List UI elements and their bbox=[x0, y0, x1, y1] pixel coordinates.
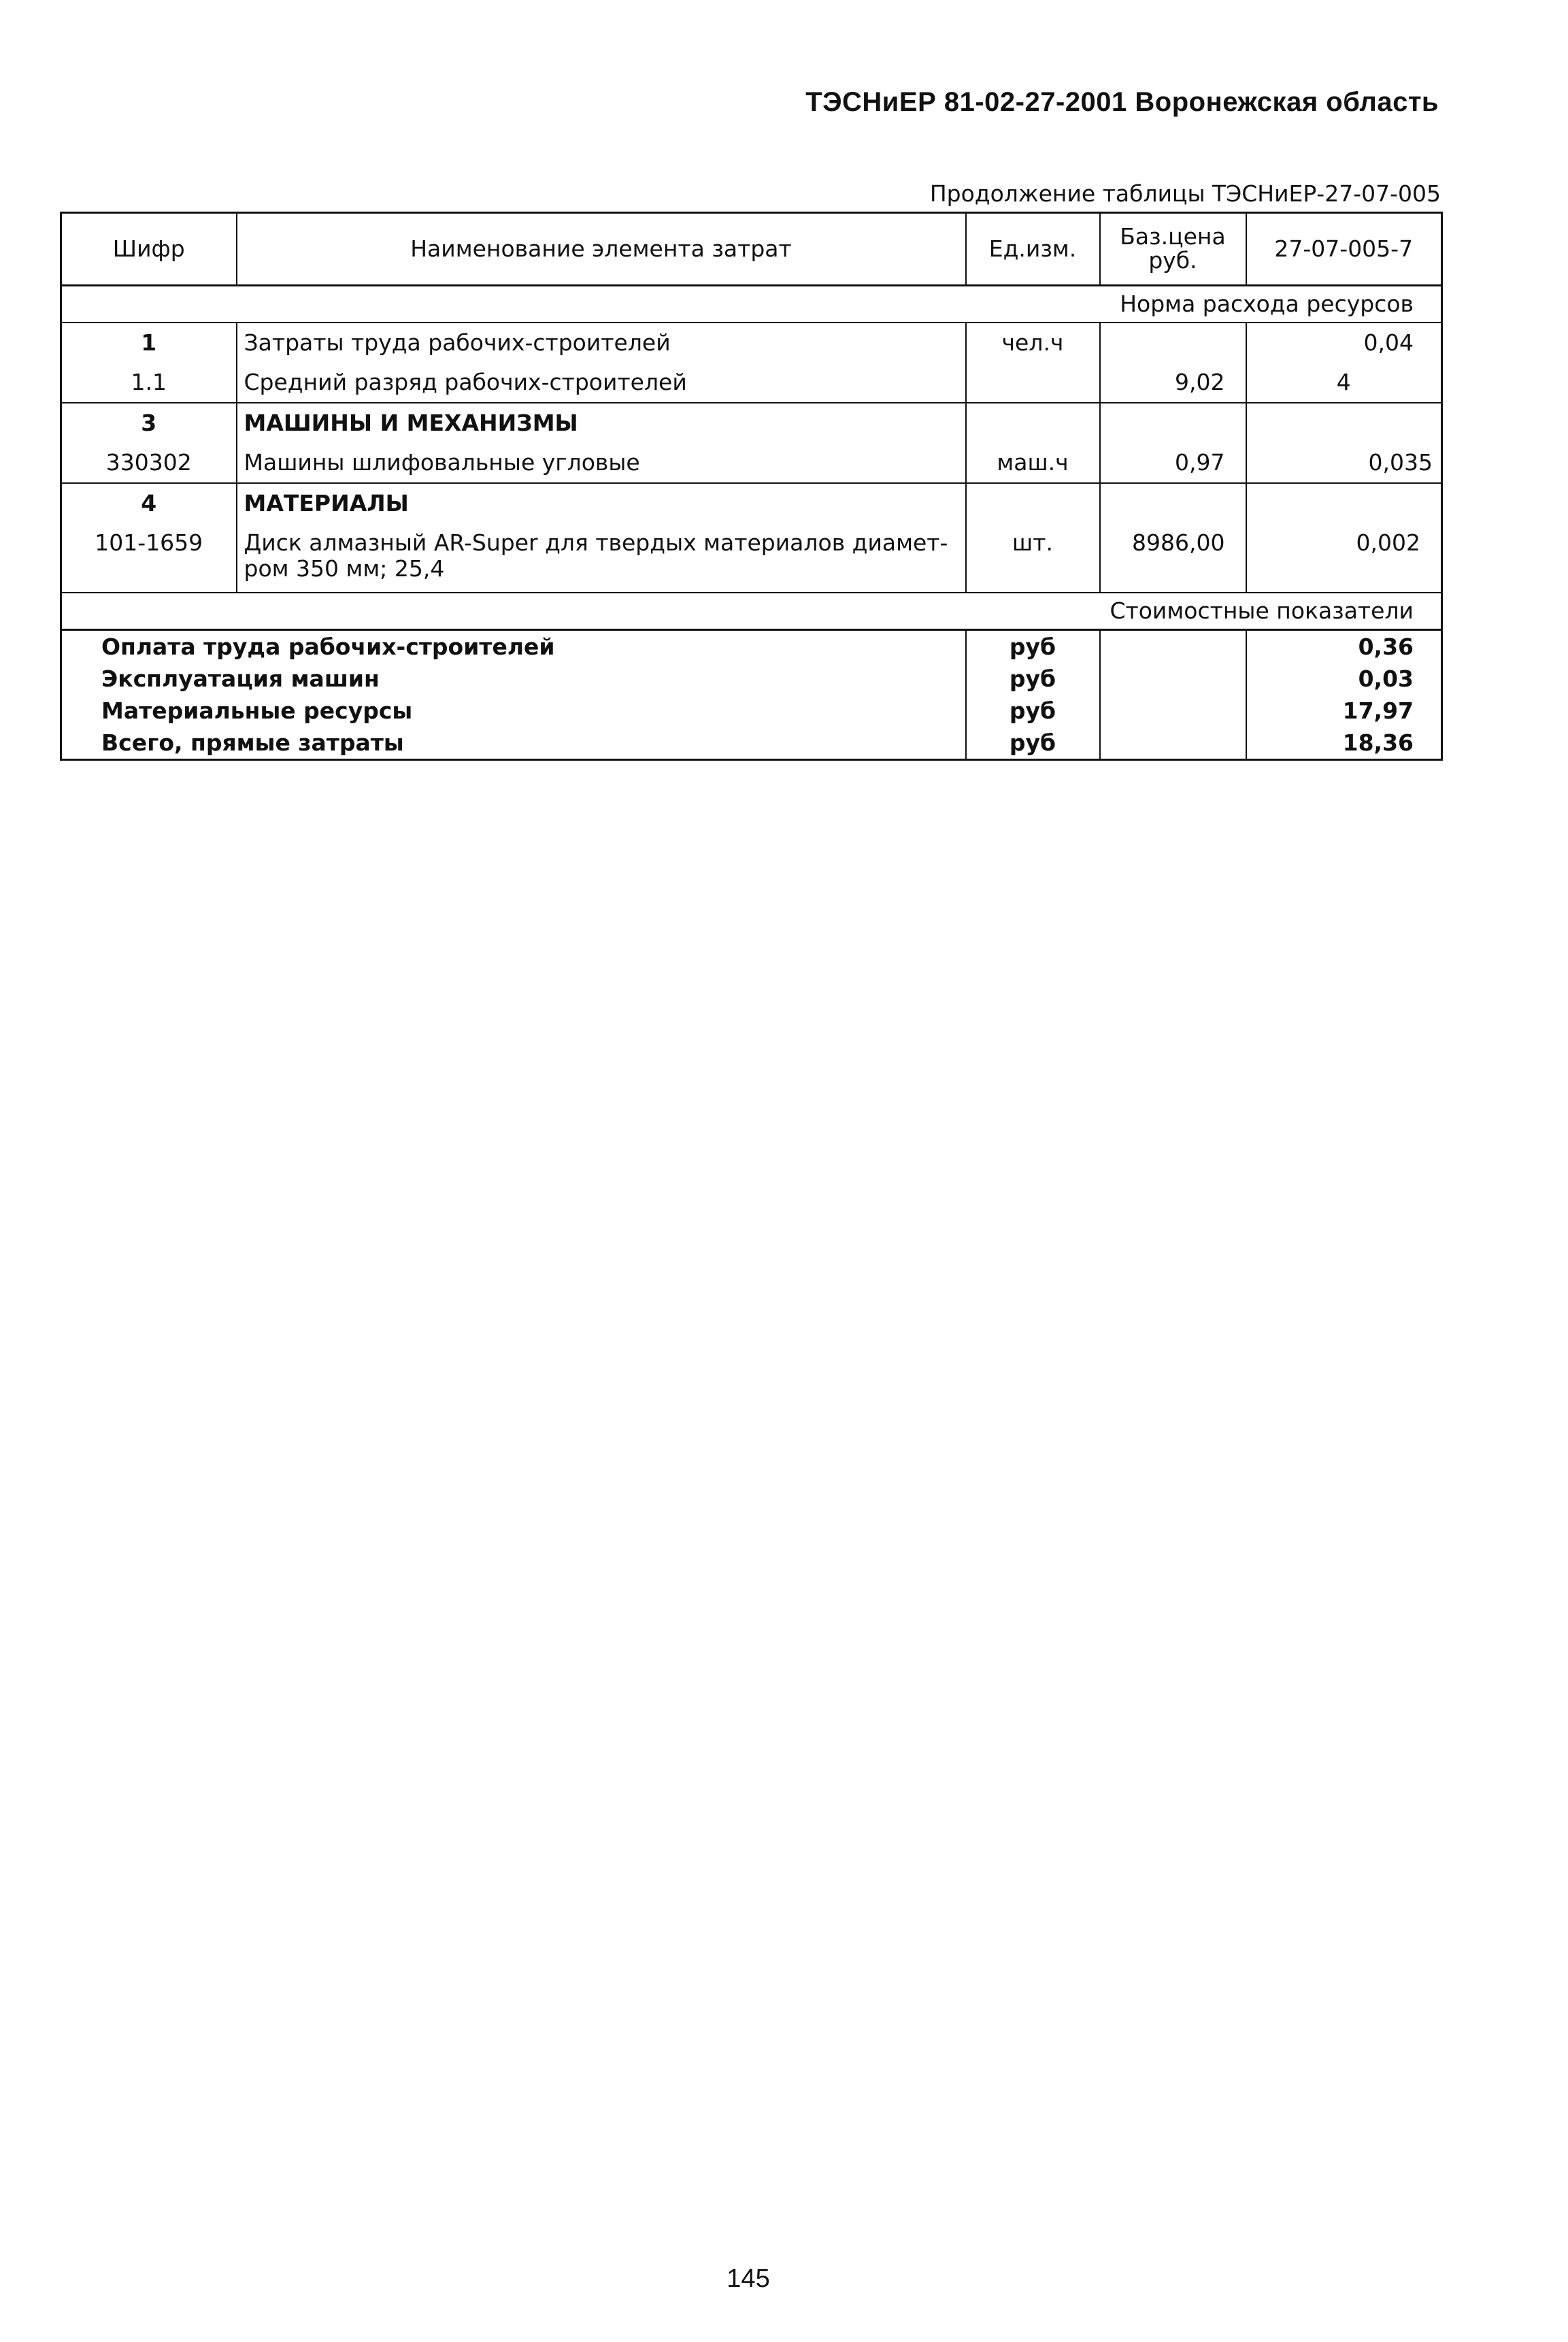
cost-value: 0,03 bbox=[1246, 663, 1442, 695]
cost-price-empty bbox=[1100, 630, 1246, 663]
row-name: Затраты труда рабочих-строителей bbox=[237, 323, 966, 363]
row-code: 3 bbox=[61, 403, 237, 443]
table-row bbox=[61, 523, 1442, 593]
row-price: 9,02 bbox=[1100, 363, 1246, 403]
row-value bbox=[1246, 403, 1442, 443]
table-row bbox=[61, 363, 1442, 403]
section-row-norm bbox=[61, 286, 1442, 323]
column-header-norm-code: 27-07-005-7 bbox=[1246, 213, 1442, 286]
document-title: ТЭСНиЕР 81-02-27-2001 Воронежская область bbox=[805, 87, 1439, 117]
cost-price-empty bbox=[1100, 663, 1246, 695]
cost-value: 17,97 bbox=[1246, 695, 1442, 727]
row-code: 101-1659 bbox=[61, 523, 237, 593]
row-unit: маш.ч bbox=[966, 443, 1100, 483]
table-row bbox=[61, 443, 1442, 483]
column-header-code: Шифр bbox=[61, 213, 237, 286]
row-unit bbox=[966, 483, 1100, 523]
row-code: 1 bbox=[61, 323, 237, 363]
cost-price-empty bbox=[1100, 695, 1246, 727]
cost-row bbox=[61, 630, 1442, 663]
cost-label: Всего, прямые затраты bbox=[61, 727, 966, 760]
cost-row bbox=[61, 727, 1442, 760]
row-name: Диск алмазный AR-Super для твердых материалов диамет-ром 350 мм; 25,4 bbox=[237, 523, 966, 593]
row-name: Машины шлифовальные угловые bbox=[237, 443, 966, 483]
row-price bbox=[1100, 483, 1246, 523]
table-row bbox=[61, 323, 1442, 363]
row-name: МАШИНЫ И МЕХАНИЗМЫ bbox=[237, 403, 966, 443]
cost-label: Оплата труда рабочих-строителей bbox=[61, 630, 966, 663]
row-unit: чел.ч bbox=[966, 323, 1100, 363]
row-unit bbox=[966, 403, 1100, 443]
row-name: МАТЕРИАЛЫ bbox=[237, 483, 966, 523]
row-price: 0,97 bbox=[1100, 443, 1246, 483]
cost-value: 0,36 bbox=[1246, 630, 1442, 663]
row-value bbox=[1246, 483, 1442, 523]
cost-price-empty bbox=[1100, 727, 1246, 760]
table-caption: Продолжение таблицы ТЭСНиЕР-27-07-005 bbox=[929, 180, 1441, 207]
section-label-cost: Стоимостные показатели bbox=[61, 593, 1442, 630]
section-row-cost bbox=[61, 593, 1442, 630]
row-value: 0,04 bbox=[1246, 323, 1442, 363]
cost-unit: руб bbox=[966, 727, 1100, 760]
cost-unit: руб bbox=[966, 630, 1100, 663]
cost-label: Эксплуатация машин bbox=[61, 663, 966, 695]
row-code: 4 bbox=[61, 483, 237, 523]
cost-value: 18,36 bbox=[1246, 727, 1442, 760]
resource-norm-table bbox=[60, 212, 1443, 761]
row-name: Средний разряд рабочих-строителей bbox=[237, 363, 966, 403]
page-number: 145 bbox=[727, 2264, 770, 2293]
row-price bbox=[1100, 323, 1246, 363]
row-code: 1.1 bbox=[61, 363, 237, 403]
cost-row bbox=[61, 663, 1442, 695]
table-row bbox=[61, 483, 1442, 523]
cost-label: Материальные ресурсы bbox=[61, 695, 966, 727]
row-unit: шт. bbox=[966, 523, 1100, 593]
row-code: 330302 bbox=[61, 443, 237, 483]
column-header-name: Наименование элемента затрат bbox=[237, 213, 966, 286]
table-header-row bbox=[61, 213, 1442, 286]
row-price: 8986,00 bbox=[1100, 523, 1246, 593]
column-header-base-price: Баз.цена руб. bbox=[1100, 213, 1246, 286]
table-row bbox=[61, 403, 1442, 443]
row-value: 4 bbox=[1246, 363, 1442, 403]
row-value: 0,002 bbox=[1246, 523, 1442, 593]
column-header-unit: Ед.изм. bbox=[966, 213, 1100, 286]
cost-unit: руб bbox=[966, 663, 1100, 695]
cost-row bbox=[61, 695, 1442, 727]
row-unit bbox=[966, 363, 1100, 403]
cost-unit: руб bbox=[966, 695, 1100, 727]
row-price bbox=[1100, 403, 1246, 443]
row-value: 0,035 bbox=[1246, 443, 1442, 483]
section-label-norm: Норма расхода ресурсов bbox=[61, 286, 1442, 323]
